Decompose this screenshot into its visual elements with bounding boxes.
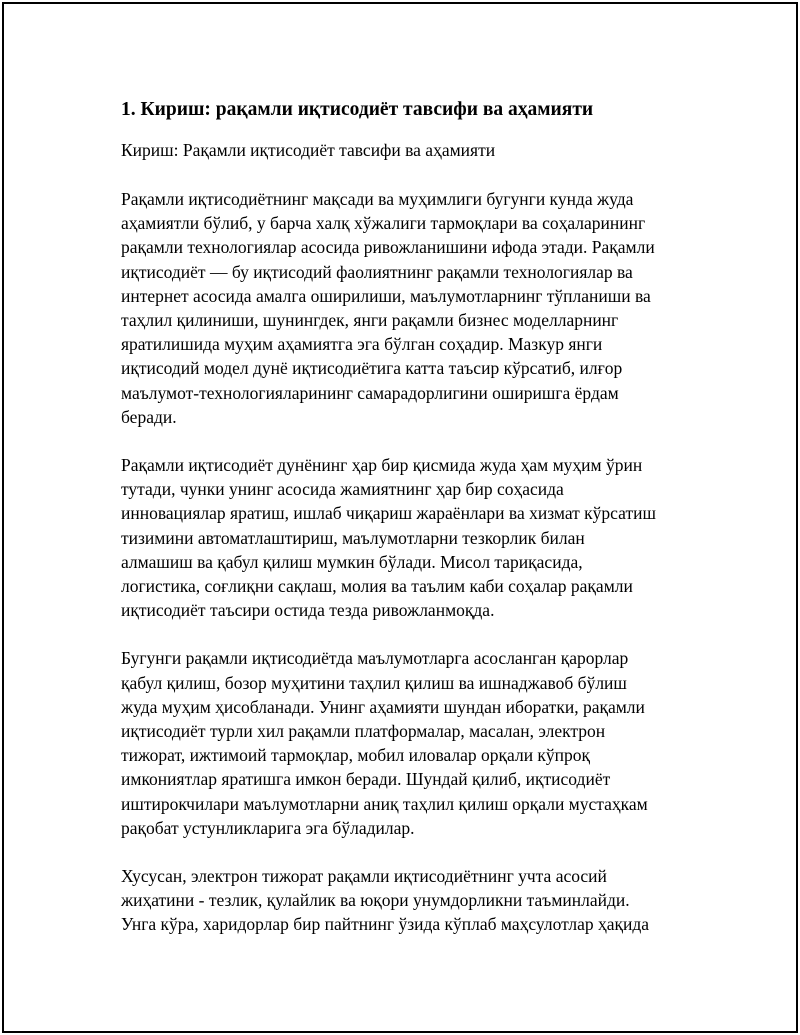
paragraph-line: иқтисодиёт — бу иқтисодий фаолиятнинг рақамли технологиялар ва [121,261,633,282]
paragraph-line: тижорат, ижтимоий тармоқлар, мобил иловалар орқали кўпроқ [121,745,591,766]
paragraph-line: тутади, чунки унинг асосида жамиятнинг ҳар бир соҳасида [121,479,564,500]
paragraph [121,187,701,429]
paragraph-line: рақамли технологиялар асосида ривожланишини ифода этади. Рақамли [121,237,655,258]
paragraph-list [121,187,701,937]
paragraph-line: жиҳатини - тезлик, қулайлик ва юқори унумдорликни таъминлайди. [121,890,630,911]
paragraph-line: беради. [121,406,177,427]
paragraph-line: жуда муҳим ҳисобланади. Унинг аҳамияти шундан иборатки, рақамли [121,696,645,717]
paragraph-line: маълумот-технологияларининг самарадорлигини оширишга ёрдам [121,382,619,403]
paragraph [121,864,701,937]
paragraph-line: аҳамиятли бўлиб, у барча халқ хўжалиги тармоқлари ва соҳаларининг [121,213,646,234]
section-heading: 1. Кириш: рақамли иқтисодиёт тавсифи ва аҳамияти [121,99,594,120]
paragraph-line: таҳлил қилиниши, шунингдек, янги рақамли бизнес моделларнинг [121,310,619,331]
paragraph-line: Рақамли иқтисодиёт дунёнинг ҳар бир қисмида жуда ҳам муҳим ўрин [121,455,643,476]
paragraph-line: имкониятлар яратишга имкон беради. Шундай қилиб, иқтисодиёт [121,769,611,790]
paragraph-line: иқтисодиёт турли хил рақамли платформалар, масалан, электрон [121,721,606,742]
paragraph-line: логистика, соғлиқни сақлаш, молия ва таълим каби соҳалар рақамли [121,576,633,597]
paragraph-line: тизимини автоматлаштириш, маълумотларни тезкорлик билан [121,527,585,548]
paragraph [121,646,701,840]
paragraph-line: яратилишида муҳим аҳамиятга эга бўлган соҳадир. Мазкур янги [121,334,603,355]
paragraph-line: иқтисодиёт таъсири остида тезда ривожланмоқда. [121,600,495,621]
paragraph-line: интернет асосида амалга оширилиши, маълумотларнинг тўпланиши ва [121,285,651,306]
section-subtitle: Кириш: Рақамли иқтисодиёт тавсифи ва аҳамияти [121,140,496,160]
page-frame [2,2,798,1033]
paragraph-line: инновациялар яратиш, ишлаб чиқариш жараёнлари ва хизмат кўрсатиш [121,503,656,524]
paragraph [121,453,701,622]
paragraph-line: Унга кўра, харидорлар бир пайтнинг ўзида кўплаб маҳсулотлар ҳақида [121,914,650,935]
paragraph-line: Бугунги рақамли иқтисодиётда маълумотларга асосланган қарорлар [121,648,629,669]
paragraph-line: иқтисодий модел дунё иқтисодиётига катта таъсир кўрсатиб, илғор [121,358,623,379]
paragraph-line: иштирокчилари маълумотларни аниқ таҳлил қилиш орқали мустаҳкам [121,793,648,814]
paragraph-line: Хусусан, электрон тижорат рақамли иқтисодиётнинг учта асосий [121,866,607,887]
paragraph-line: Рақамли иқтисодиётнинг мақсади ва муҳимлиги бугунги кунда жуда [121,189,634,209]
document-body [121,96,701,961]
paragraph-line: қабул қилиш, бозор муҳитини таҳлил қилиш ва ишнаджавоб бўлиш [121,672,627,693]
paragraph-line: алмашиш ва қабул қилиш мумкин бўлади. Мисол тариқасида, [121,551,583,572]
paragraph-line: рақобат устунликларига эга бўладилар. [121,817,415,838]
